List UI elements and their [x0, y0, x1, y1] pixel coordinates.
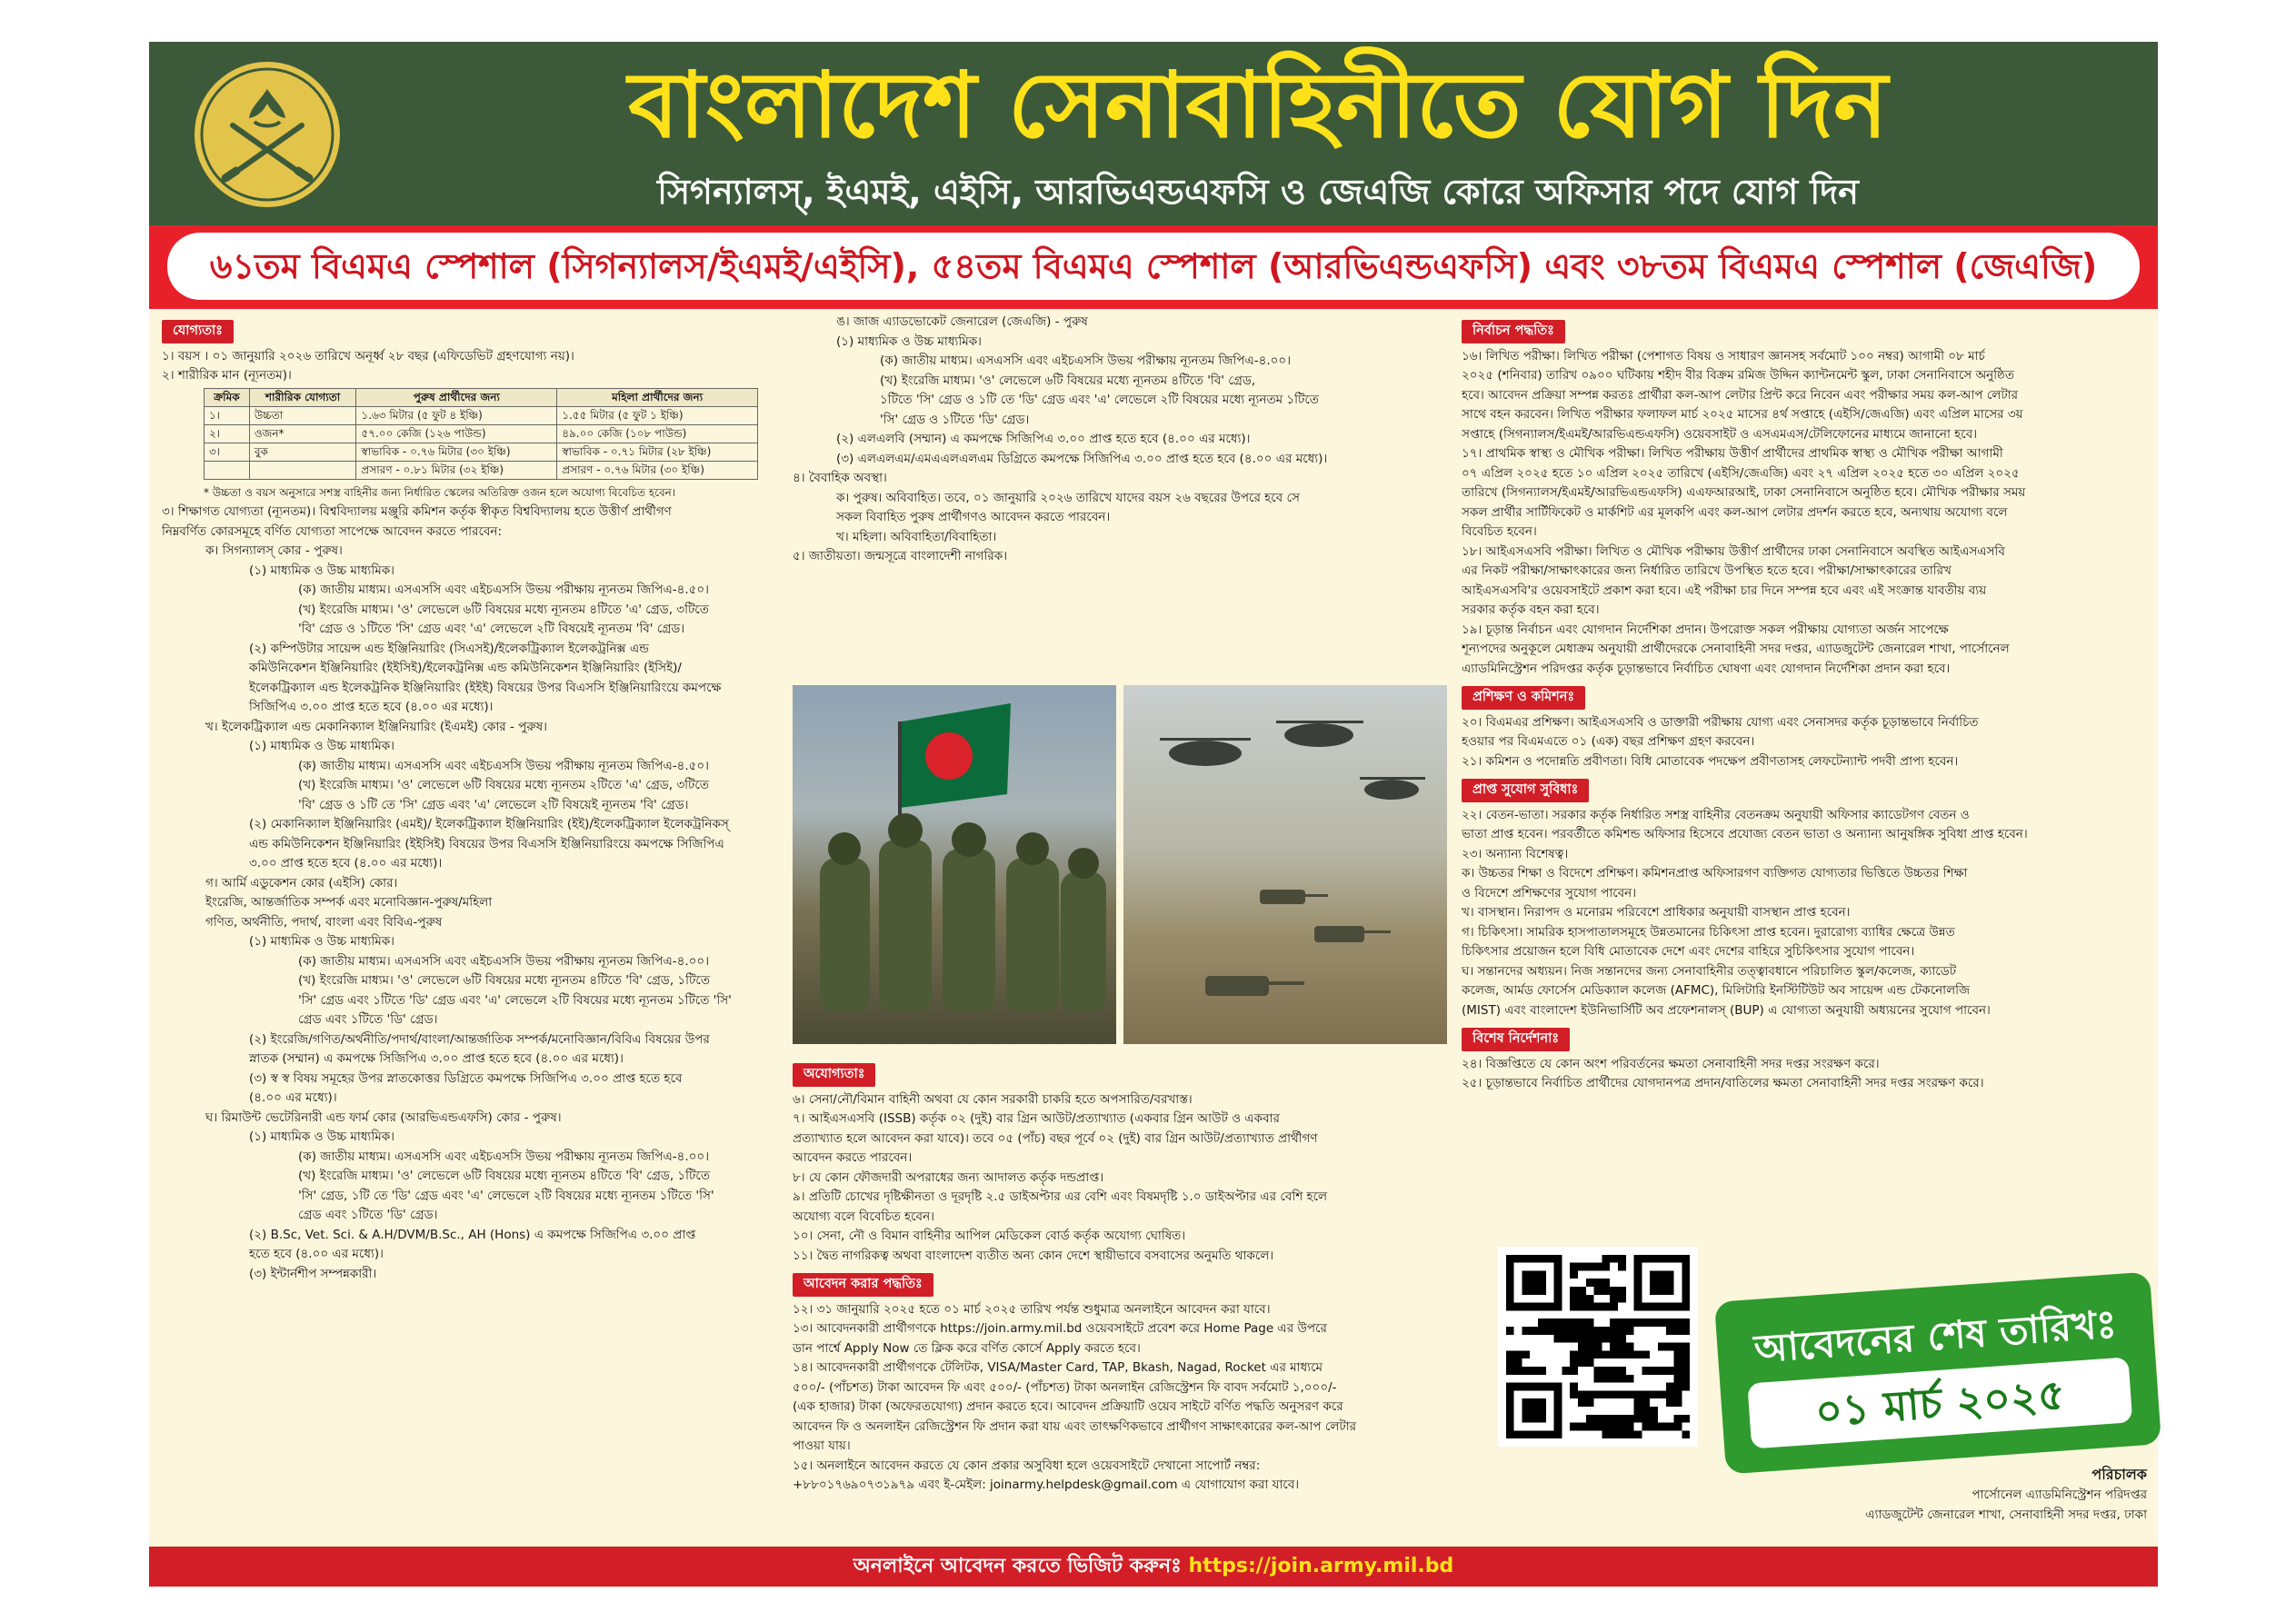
- text-line: 'বি' গ্রেড ও ১টিতে 'সি' গ্রেড এবং 'এ' লেভেলে ২টি বিষয়েই ন্যূনতম 'বি' গ্রেড।: [298, 622, 685, 636]
- text-line: সরকার কর্তৃক বহন করা হবে।: [1462, 602, 1600, 617]
- text-line: স্নাতক (সম্মান) এ কমপক্ষে সিজিপিএ ৩.০০ প্রাপ্ত হতে হবে (৪.০০ এর মধ্যে)।: [249, 1051, 624, 1066]
- text-line: ১৯। চূড়ান্ত নির্বাচন এবং যোগদান নির্দেশিকা প্রদান। উপরোক্ত সকল পরীক্ষায় যোগ্যতা অর্জন সাপেক্ষে: [1462, 622, 1949, 637]
- signatory-address: এ্যাডজুটেন্ট জেনারেল শাখা, সেনাবাহিনী সদর দপ্তর, ঢাকা: [1865, 1508, 2147, 1522]
- text-line: (৩) স্ব স্ব বিষয় সমূহের উপর স্নাতকোত্তর ডিগ্রিতে কমপক্ষে সিজিপিএ ৩.০০ প্রাপ্ত হতে হবে: [249, 1070, 683, 1086]
- text-line: ৮। যে কোন ফৌজদারী অপরাধের জন্য আদালত কর্তৃক দন্ডপ্রাপ্ত।: [793, 1169, 1104, 1185]
- text-line: ৭। আইএসএসবি (ISSB) কর্তৃক ০২ (দুই) বার গ্রিন আউট/প্রত্যাখ্যাত (একবার গ্রিন আউট ও একবার: [793, 1111, 1280, 1126]
- text-line: ১০। সেনা, নৌ ও বিমান বাহিনীর আপিল মেডিকেল বোর্ড কর্তৃক অযোগ্য ঘোষিত।: [793, 1229, 1186, 1243]
- text-line: 'সি' গ্রেড ও ১টিতে 'ডি' গ্রেড।: [880, 412, 1030, 427]
- text-line: এর নিকট পরীক্ষা/সাক্ষাৎকারের জন্য নির্ধারিত তারিখে উপস্থিত হতে হবে। পরীক্ষা/সাক্ষাৎকারের তারিখ: [1462, 563, 1952, 578]
- signatory-office: পার্সোনেল এ্যাডমিনিস্ট্রেশন পরিদপ্তর: [1972, 1488, 2147, 1502]
- deadline-badge: [1714, 1271, 2161, 1474]
- text-line: ১টিতে 'সি' গ্রেড ও ১টি তে 'ডি' গ্রেড এবং 'এ' লেভেলে ২টি বিষয়ের মধ্যে ন্যূনতম ১টিতে: [880, 393, 1319, 407]
- text-line: গ্রেড এবং ১টিতে 'ডি' গ্রেড।: [298, 1208, 438, 1222]
- table-cell: স্বাভাবিক - ০.৭৬ মিটার (৩০ ইঞ্চি): [356, 443, 557, 461]
- deadline-label: আবেদনের শেষ তারিখঃ: [1752, 1301, 2119, 1371]
- table-cell: ৪৯.০০ কেজি (১০৮ পাউন্ড): [557, 424, 758, 443]
- soldiers-with-flag-photo: [793, 685, 1116, 1044]
- text-line: (ক) জাতীয় মাধ্যম। এসএসসি এবং এইচএসসি উভয় পরীক্ষায় ন্যূনতম জিপিএ-৪.০০।: [298, 1149, 710, 1164]
- table-header-cell: মহিলা প্রার্থীদের জন্য: [557, 388, 758, 406]
- signature-block: [1765, 1465, 2147, 1525]
- table-cell: স্বাভাবিক - ০.৭১ মিটার (২৮ ইঞ্চি): [557, 443, 758, 461]
- text-line: ২০২৫ (শনিবার) তারিখ ০৯০০ ঘটিকায় শহীদ বীর বিক্রম রমিজ উদ্দিন ক্যান্টনমেন্ট স্কুল, ঢাকা সেনানিবাসে অনুষ্ঠিত: [1462, 368, 2014, 383]
- special-instruction-lines: [1462, 1055, 2147, 1094]
- text-line: (৩) এলএলএম/এমএএলএলএম ডিগ্রিতে কমপক্ষে সিজিপিএ ৩.০০ প্রাপ্ত হতে হবে (৪.০০ এর মধ্যে)।: [836, 451, 1328, 466]
- recruitment-poster: [149, 42, 2158, 1587]
- text-line: খ। মহিলা। অবিবাহিতা/বিবাহিতা।: [836, 529, 997, 544]
- text-line: গণিত, অর্থনীতি, পদার্থ, বাংলা এবং বিবিএ-পুরুষ: [205, 914, 443, 930]
- text-line: সিজিপিএ ৩.০০ প্রাপ্ত হতে হবে (৪.০০ এর মধ্যে)।: [249, 700, 494, 714]
- text-line: ক। পুরুষ। অবিবাহিত। তবে, ০১ জানুয়ারি ২০২৬ তারিখে যাদের বয়স ২৬ বছরের উপরে হবে সে: [836, 490, 1300, 505]
- course-banner-text: ৬১তম বিএমএ স্পেশাল (সিগন্যালস/ইএমই/এইসি), ৫৪তম বিএমএ স্পেশাল (আরভিএন্ডএফসি) এবং ৩৮তম বিএমএ স্পেশাল (জেএজি): [209, 246, 2098, 286]
- qr-code[interactable]: [1498, 1247, 1698, 1447]
- training-lines: [1462, 713, 2147, 772]
- text-line: (২) কম্পিউটার সায়েন্স এন্ড ইঞ্জিনিয়ারিং (সিএসই)/ইলেকট্রিক্যাল ইলেকট্রনিক্স এন্ড: [249, 641, 649, 656]
- table-header-cell: ক্রমিক: [205, 388, 250, 406]
- text-line: ৫। জাতীয়তা। জন্মসূত্রে বাংলাদেশী নাগরিক।: [793, 549, 1008, 563]
- text-line: বিবেচিত হবেন।: [1462, 524, 1537, 539]
- text-line: ২১। কমিশন ও পদোন্নতি প্রবীণতা। বিধি মোতাবেক পদক্ষেপ প্রবীণতাসহ লেফটেন্যান্ট পদবী প্রাপ্য হবেন।: [1462, 753, 1959, 769]
- table-header-cell: শারীরিক যোগ্যতা: [249, 388, 356, 406]
- text-line: কমিউনিকেশন ইঞ্জিনিয়ারিং (ইইসিই)/ইলেকট্রনিক্স এন্ড কমিউনিকেশন ইঞ্জিনিয়ারিং (ইসিই)/: [249, 661, 682, 675]
- table-cell: ১।: [205, 406, 250, 424]
- text-line: খ। বাসস্থান। নিরাপদ ও মনোরম পরিবেশে প্রাধিকার অনুযায়ী বাসস্থান প্রাপ্ত হবেন।: [1462, 905, 1851, 920]
- text-line: ৪। বৈবাহিক অবস্থা।: [793, 471, 887, 485]
- apply-lines: [793, 1300, 1447, 1496]
- text-line: (১) মাধ্যমিক ও উচ্চ মাধ্যমিক।: [249, 739, 394, 753]
- course-banner: [149, 225, 2158, 309]
- table-cell: বুক: [249, 443, 356, 461]
- text-line: 'সি' গ্রেড এবং ১টিতে 'ডি' গ্রেড এবং 'এ' লেভেলে ২টি বিষয়ের মধ্যে ন্যূনতম ১টিতে 'সি': [298, 992, 732, 1008]
- column-middle: [793, 313, 1447, 1503]
- age-line: ১। বয়স । ০১ জানুয়ারি ২০২৬ তারিখে অনূর্ধ্ব ২৮ বছর (এফিডেভিট গ্রহণযোগ্য নয়)।: [162, 348, 574, 363]
- text-line: ঙ। জাজ এ্যাডভোকেট জেনারেল (জেএজি) - পুরুষ: [836, 314, 1088, 329]
- table-cell: উচ্চতা: [249, 406, 356, 424]
- physical-standards-table: [204, 388, 758, 480]
- text-line: গ্রেড এবং ১টিতে 'ডি' গ্রেড।: [298, 1012, 438, 1027]
- table-header-cell: পুরুষ প্রার্থীদের জন্য: [356, 388, 557, 406]
- text-line: (১) মাধ্যমিক ও উচ্চ মাধ্যমিক।: [836, 333, 982, 349]
- army-emblem-icon: [195, 62, 340, 207]
- text-line: গ। চিকিৎসা। সামরিক হাসপাতালসমূহে উন্নতমানের চিকিৎসা প্রাপ্ত হবেন। দুরারোগ্য ব্যাধির ক্ষেত্রে উন্নত: [1462, 924, 1955, 940]
- table-cell: ৩।: [205, 443, 250, 461]
- section-heading-special: বিশেষ নির্দেশনাঃ: [1462, 1028, 1570, 1051]
- table-cell: ২।: [205, 424, 250, 443]
- text-line: (১) মাধ্যমিক ও উচ্চ মাধ্যমিক।: [249, 1129, 394, 1144]
- text-line: ২০। বিএমএর প্রশিক্ষণ। আইএসএসবি ও ডাক্তারী পরীক্ষায় যোগ্য এবং সেনাসদর কর্তৃক চূড়ান্তভাবে নির্বাচিত: [1462, 714, 1979, 730]
- text-line: (১) মাধ্যমিক ও উচ্চ মাধ্যমিক।: [249, 562, 394, 578]
- table-cell: [249, 461, 356, 479]
- text-line: হতে হবে (৪.০০ এর মধ্যে)।: [249, 1247, 384, 1261]
- jag-marital-lines: [793, 313, 1447, 567]
- text-line: সপ্তাহে (সিগন্যালস/ইএমই/আরভিএন্ডএফসি) ওয়েবসাইট ও এসএমএস/টেলিফোনের মাধ্যমে জানানো হবে।: [1462, 426, 1978, 442]
- header: [149, 42, 2158, 225]
- text-line: ২৫। চূড়ান্তভাবে নির্বাচিত প্রার্থীদের যোগদানপত্র প্রদান/বাতিলের ক্ষমতা সেনাবাহিনী সদর দপ্তর সংরক্ষণ করে।: [1462, 1076, 1984, 1090]
- text-line: ৩। শিক্ষাগত যোগ্যতা (ন্যূনতম)। বিশ্ববিদ্যালয় মঞ্জুরি কমিশন কর্তৃক স্বীকৃত বিশ্ববিদ্যালয় হতে উত্তীর্ণ প্রার্থীগণ: [162, 504, 672, 519]
- page-subtitle: সিগন্যালস্, ইএমই, এইসি, আরভিএন্ডএফসি ও জেএজি কোরে অফিসার পদে যোগ দিন: [657, 172, 1859, 212]
- page-title: বাংলাদেশ সেনাবাহিনীতে যোগ দিন: [628, 52, 1888, 158]
- text-line: ৩.০০ প্রাপ্ত হতে হবে (৪.০০ এর মধ্যে)।: [249, 856, 443, 871]
- text-line: সকল প্রার্থীর সার্টিফিকেট ও মার্কশিট এর মূলকপি এবং কল-আপ লেটার প্রদর্শন করতে হবে, অন্যথায় অযোগ্য বলে: [1462, 504, 2008, 520]
- text-line: (২) এলএলবি (সম্মান) এ কমপক্ষে সিজিপিএ ৩.০০ প্রাপ্ত হতে হবে (৪.০০ এর মধ্যে)।: [836, 432, 1251, 446]
- text-line: আবেদন ফি ও অনলাইন রেজিস্ট্রেশন ফি প্রদান করা যায় এবং তাৎক্ষণিকভাবে প্রার্থীগণ সাক্ষাৎকারের কল-আপ লেটার: [793, 1418, 1357, 1434]
- section-heading-disqualification: অযোগ্যতাঃ: [793, 1063, 875, 1087]
- selection-lines: [1462, 347, 2147, 680]
- text-line: ১৮। আইএসএসবি পরীক্ষা। লিখিত ও মৌখিক পরীক্ষায় উত্তীর্ণ প্রার্থীদের ঢাকা সেনানিবাসে অবস্থিত আইএসএসবি: [1462, 543, 2005, 559]
- text-line: ঘ। রিমাউন্ট ভেটেরিনারী এন্ড ফার্ম কোর (আরভিএন্ডএফসি) কোর - পুরুষ।: [205, 1110, 562, 1125]
- text-line: 'বি' গ্রেড ও ১টি তে 'সি' গ্রেড এবং 'এ' লেভেলে ২টি বিষয়েই ন্যূনতম 'বি' গ্রেড।: [298, 797, 689, 812]
- text-line: ভাতা প্রাপ্ত হবেন। পরবর্তীতে কমিশন্ড অফিসার হিসেবে প্রযোজ্য বেতন ভাতা ও অন্যান্য আনুষঙ্গিক সুবিধা প্রাপ্ত হবেন।: [1462, 827, 2028, 841]
- text-line: ১৭। প্রাথমিক স্বাস্থ্য ও মৌখিক পরীক্ষা। লিখিত পরীক্ষায় উত্তীর্ণ প্রার্থীদের প্রাথমিক স্বাস্থ্য ও মৌখিক পরীক্ষা আগামী: [1462, 446, 2003, 461]
- deadline-date: ০১ মার্চ ২০২৫: [1747, 1357, 2132, 1448]
- text-line: (খ) ইংরেজি মাধ্যম। 'ও' লেভেলে ৬টি বিষয়ের মধ্যে ন্যূনতম ৪টিতে 'এ' গ্রেড, ৩টিতে: [298, 602, 709, 617]
- text-line: ৯। প্রতিটি চোখের দৃষ্টিক্ষীনতা ও দূরদৃষ্টি ২.৫ ডাইঅপ্টার এর বেশি এবং বিষমদৃষ্টি ১.০ ডাইঅপ্টার এর বেশি হলে: [793, 1189, 1328, 1204]
- table-row: [205, 461, 758, 479]
- table-cell: প্রসারণ - ০.৮১ মিটার (৩২ ইঞ্চি): [356, 461, 557, 479]
- text-line: ২৪। বিজ্ঞপ্তিতে যে কোন অংশ পরিবর্তনের ক্ষমতা সেনাবাহিনী সদর দপ্তর সংরক্ষণ করে।: [1462, 1056, 1880, 1071]
- text-line: (৪.০০ এর মধ্যে)।: [249, 1090, 337, 1105]
- text-line: (খ) ইংরেজি মাধ্যম। 'ও' লেভেলে ৬টি বিষয়ের মধ্যে ন্যূনতম ২টিতে 'এ' গ্রেড, ৩টিতে: [298, 778, 709, 792]
- text-line: এ্যাডমিনিস্ট্রেশন পরিদপ্তর কর্তৃক চূড়ান্তভাবে নির্বাচিত ঘোষণা এবং যোগদান নির্দেশিকা প্রদান করা হবে।: [1462, 661, 1951, 676]
- section-heading-benefits: প্রাপ্ত সুযোগ সুবিধাঃ: [1462, 779, 1589, 802]
- text-line: সাথে বহন করবেন। লিখিত পরীক্ষার ফলাফল মার্চ ২০২৫ মাসের ৪র্থ সপ্তাহে (এইসি/জেএজি) এবং এপ্রিল মাসের ৩য়: [1462, 407, 2023, 422]
- column-eligibility: [162, 313, 780, 1503]
- text-line: (এক হাজার) টাকা (অফেরতযোগ্য) প্রদান করতে হবে। আবেদন প্রক্রিয়াটি ওয়েব সাইটে বর্ণিত পদ্ধতি অনুসরণ করে: [793, 1399, 1343, 1414]
- text-line: (ক) জাতীয় মাধ্যম। এসএসসি এবং এইচএসসি উভয় পরীক্ষায় ন্যূনতম জিপিএ-৪.০০।: [298, 953, 710, 969]
- text-line: প্রত্যাখ্যাত হলে আবেদন করা যাবে)। তবে ০৫ (পাঁচ) বছর পূর্বে ০২ (দুই) বার গ্রিন আউট/প্রত্যাখ্যাত প্রার্থীগণ: [793, 1130, 1318, 1146]
- text-line: আবেদন করতে পারবেন।: [793, 1150, 913, 1165]
- section-heading-selection: নির্বাচন পদ্ধতিঃ: [1462, 320, 1565, 343]
- table-cell: ওজন*: [249, 424, 356, 443]
- table-cell: ১.৫৫ মিটার (৫ ফুট ১ ইঞ্চি): [557, 406, 758, 424]
- text-line: ও বিদেশে প্রশিক্ষণের সুযোগ পাবেন।: [1462, 885, 1637, 901]
- text-line: অযোগ্য বলে বিবেচিত হবেন।: [793, 1209, 934, 1224]
- text-line: (ক) জাতীয় মাধ্যম। এসএসসি এবং এইচএসসি উভয় পরীক্ষায় ন্যূনতম জিপিএ-৪.৫০।: [298, 582, 710, 597]
- text-line: (MIST) এবং বাংলাদেশ ইউনিভার্সিটি অব প্রফেশনালস্ (BUP) এ যোগ্যতা অনুযায়ী অধ্যয়নের সুযোগ পাবেন।: [1462, 1002, 1991, 1018]
- text-line: হওয়ার পর বিএমএতে ০১ (এক) বছর প্রশিক্ষণ গ্রহণ করবেন।: [1462, 734, 1755, 749]
- section-heading-apply: আবেদন করার পদ্ধতিঃ: [793, 1273, 933, 1297]
- text-line: ৬। সেনা/নৌ/বিমান বাহিনী অথবা যে কোন সরকারী চাকরি হতে অপসারিত/বরখাস্ত।: [793, 1091, 1193, 1107]
- table-row: [205, 406, 758, 424]
- physical-standard-line: ২। শারীরিক মান (ন্যূনতম)।: [162, 368, 292, 383]
- table-cell: ৫৭.০০ কেজি (১২৬ পাউন্ড): [356, 424, 557, 443]
- text-line: ২২। বেতন-ভাতা। সরকার কর্তৃক নির্ধারিত সশস্ত্র বাহিনীর বেতনক্রম অনুযায়ী অফিসার ক্যাডেটগণ বেতন ও: [1462, 807, 1970, 822]
- text-line: ১৬। লিখিত পরীক্ষা। লিখিত পরীক্ষা (পেশাগত বিষয় ও সাধারণ জ্ঞানসহ সর্বমোট ১০০ নম্বর) আগামী ০৮ মার্চ: [1462, 348, 1985, 363]
- signatory-title: পরিচালক: [2091, 1466, 2147, 1483]
- text-line: (২) B.Sc, Vet. Sci. & A.H/DVM/B.Sc., AH (Hons) এ কমপক্ষে সিজিপিএ ৩.০০ প্রাপ্ত: [249, 1227, 696, 1242]
- text-line: ক। উচ্চতর শিক্ষা ও বিদেশে প্রশিক্ষণ। কমিশনপ্রাপ্ত অফিসারগণ ব্যক্তিগত যোগ্যতার ভিত্তিতে উচ্চতর শিক্ষা: [1462, 866, 1968, 881]
- disqualification-and-apply: [793, 1056, 1447, 1496]
- text-line: (৩) ইন্টার্নশীপ সম্পন্নকারী।: [249, 1266, 377, 1281]
- text-line: (ক) জাতীয় মাধ্যম। এসএসসি এবং এইচএসসি উভয় পরীক্ষায় ন্যূনতম জিপিএ-৪.০০।: [880, 353, 1292, 368]
- text-line: ১২। ৩১ জানুয়ারি ২০২৫ হতে ০১ মার্চ ২০২৫ তারিখ পর্যন্ত শুধুমাত্র অনলাইনে আবেদন করা যাবে।: [793, 1301, 1271, 1317]
- text-line: ঘ। সন্তানদের অধ্যয়ন। নিজ সন্তানদের জন্য সেনাবাহিনীর তত্ত্বাবধানে পরিচালিত স্কুল/কলেজ, ক্যাডেট: [1462, 963, 1957, 979]
- text-line: কলেজ, আর্মড ফোর্সেস মেডিক্যাল কলেজ (AFMC), মিলিটারি ইনস্টিটিউট অব সায়েন্স এন্ড টেকনোলজি: [1462, 983, 1971, 998]
- helicopters-and-tanks-photo: [1123, 685, 1447, 1044]
- text-line: (খ) ইংরেজি মাধ্যম। 'ও' লেভেলে ৬টি বিষয়ের মধ্যে ন্যূনতম ৪টিতে 'বি' গ্রেড, ১টিতে: [298, 973, 710, 988]
- apply-website-link[interactable]: https://join.army.mil.bd: [1188, 1555, 1454, 1577]
- text-line: (২) ইংরেজি/গণিত/অর্থনীতি/পদার্থ/বাংলা/আন্তর্জাতিক সম্পর্ক/মনোবিজ্ঞান/বিবিএ বিষয়ের উপর: [249, 1031, 710, 1047]
- table-cell: ১.৬৩ মিটার (৫ ফুট ৪ ইঞ্চি): [356, 406, 557, 424]
- table-row: [205, 443, 758, 461]
- text-line: খ। ইলেকট্রিক্যাল এন্ড মেকানিক্যাল ইঞ্জিনিয়ারিং (ইএমই) কোর - পুরুষ।: [205, 719, 547, 734]
- benefit-lines: [1462, 806, 2147, 1021]
- text-line: (ক) জাতীয় মাধ্যম। এসএসসি এবং এইচএসসি উভয় পরীক্ষায় ন্যূনতম জিপিএ-৪.৫০।: [298, 758, 710, 773]
- table-cell: প্রসারণ - ০.৭৬ মিটার (৩০ ইঞ্চি): [557, 461, 758, 479]
- text-line: ইলেকট্রিক্যাল এন্ড ইলেকট্রনিক ইঞ্জিনিয়ারিং (ইইই) বিষয়ের উপর বিএসসি ইঞ্জিনিয়ারিংয়ে কমপক্ষে: [249, 680, 722, 695]
- text-line: তারিখে (সিগন্যালস/ইএমই/আরভিএন্ডএফসি) এএফআরআই, ঢাকা সেনানিবাসে অনুষ্ঠিত হবে। মৌখিক পরীক্ষার সময়: [1462, 485, 2026, 500]
- text-line: পাওয়া যায়।: [793, 1438, 851, 1453]
- text-line: ১৪। আবেদনকারী প্রার্থীগণকে টেলিটক, VISA/Master Card, TAP, Bkash, Nagad, Rocket এর মাধ্যমে: [793, 1360, 1323, 1375]
- qualification-lines: [162, 503, 780, 1284]
- text-line: (খ) ইংরেজি মাধ্যম। 'ও' লেভেলে ৬টি বিষয়ের মধ্যে ন্যূনতম ৪টিতে 'বি' গ্রেড,: [880, 373, 1256, 388]
- table-row: [205, 424, 758, 443]
- section-heading-training: প্রশিক্ষণ ও কমিশনঃ: [1462, 686, 1585, 710]
- table-header-row: [205, 388, 758, 406]
- table-cell: [205, 461, 250, 479]
- disqualification-lines: [793, 1090, 1447, 1267]
- photo-strip: [793, 685, 1447, 1049]
- text-line: 'সি' গ্রেড, ১টি তে 'ডি' গ্রেড এবং 'এ' লেভেলে ২টি বিষয়ের মধ্যে ন্যূনতম ১টিতে 'সি': [298, 1188, 714, 1203]
- text-line: গ। আর্মি এডুকেশন কোর (এইসি) কোর।: [205, 875, 398, 891]
- text-line: ১৩। আবেদনকারী প্রার্থীগণকে https://join.army.mil.bd ওয়েবসাইটে প্রবেশ করে Home Page এর উপরে: [793, 1321, 1327, 1336]
- text-line: ০৭ এপ্রিল ২০২৫ হতে ১০ এপ্রিল ২০২৫ তারিখে (এইসি/জেএজি) এবং ২৭ এপ্রিল ২০২৫ হতে ৩০ এপ্রিল ২০২৫: [1462, 465, 2020, 481]
- text-line: সকল বিবাহিত পুরুষ প্রার্থীগণও আবেদন করতে পারবেন।: [836, 510, 1111, 524]
- text-line: এন্ড কমিউনিকেশন ইঞ্জিনিয়ারিং (ইইসিই) বিষয়ের উপর বিএসসি ইঞ্জিনিয়ারিংয়ে কমপক্ষে সিজিপিএ: [249, 836, 724, 851]
- text-line: ১১। দ্বৈত নাগরিকত্ব অথবা বাংলাদেশ ব্যতীত অন্য কোন দেশে স্থায়ীভাবে বসবাসের অনুমতি থাকলে।: [793, 1248, 1274, 1263]
- text-line: ২৩। অন্যান্য বিশেষত্ব।: [1462, 846, 1569, 861]
- text-line: (খ) ইংরেজি মাধ্যম। 'ও' লেভেলে ৬টি বিষয়ের মধ্যে ন্যূনতম ৪টিতে 'বি' গ্রেড, ১টিতে: [298, 1169, 710, 1183]
- text-line: (১) মাধ্যমিক ও উচ্চ মাধ্যমিক।: [249, 934, 394, 949]
- table-note: * উচ্চতা ও বয়স অনুসারে সশস্ত্র বাহিনীর জন্য নির্ধারিত স্কেলের অতিরিক্ত ওজন হলে অযোগ্য বিবেচিত হবেন।: [204, 485, 676, 499]
- text-line: (২) মেকানিক্যাল ইঞ্জিনিয়ারিং (এমই)/ ইলেকট্রিক্যাল ইঞ্জিনিয়ারিং (ইই)/ইলেকট্রিক্যাল ইলেকট্রনিকস্: [249, 817, 729, 831]
- text-line: ১৫। অনলাইনে আবেদন করতে যে কোন প্রকার অসুবিধা হলে ওয়েবসাইটে দেখানো সাপোর্ট নম্বর:: [793, 1458, 1261, 1473]
- text-line: ইংরেজি, আন্তর্জাতিক সম্পর্ক এবং মনোবিজ্ঞান-পুরুষ/মহিলা: [205, 895, 493, 910]
- text-line: ৫০০/- (পাঁচশত) টাকা আবেদন ফি এবং ৫০০/- (পাঁচশত) টাকা অনলাইন রেজিস্ট্রেশন ফি বাবদ সর্বমোট ১,০০০/-: [793, 1379, 1337, 1395]
- text-line: নিম্নবর্ণিত কোরসমূহে বর্ণিত যোগ্যতা সাপেক্ষে আবেদন করতে পারবেন:: [162, 523, 503, 539]
- text-line: হবে। আবেদন প্রক্রিয়া সম্পন্ন করতঃ প্রার্থীরা কল-আপ লেটার প্রিন্ট করে নিবেন এবং পরীক্ষার সময় কল-আপ লেটার: [1462, 387, 2019, 403]
- text-line: শূন্যপদের অনুকূলে মেধাক্রম অনুযায়ী প্রার্থীদেরকে সেনাবাহিনী সদর দপ্তর, এ্যাডজুটেন্ট জেনারেল শাখা, পার্সোনেল: [1462, 642, 2010, 656]
- text-line: ডান পার্শ্বে Apply Now তে ক্লিক করে বর্ণিত কোর্সে Apply করতে হবে।: [793, 1340, 1141, 1356]
- section-heading-eligibility: যোগ্যতাঃ: [162, 320, 234, 343]
- text-line: আইএসএসবি'র ওয়েবসাইটে প্রকাশ করা হবে। এই পরীক্ষা চার দিনে সম্পন্ন হবে এবং এই সংক্রান্ত যাবতীয় ব্যয়: [1462, 582, 1987, 598]
- footer-text: অনলাইনে আবেদন করতে ভিজিট করুনঃ: [853, 1555, 1189, 1577]
- text-line: +৮৮০১৭৬৯০৭৩১৯৭৯ এবং ই-মেইল: joinarmy.helpdesk@gmail.com এ যোগাযোগ করা যাবে।: [793, 1478, 1300, 1492]
- text-line: চিকিৎসার প্রয়োজন হলে বিধি মোতাবেক দেশে এবং দেশের বাহিরে সুচিকিৎসার সুযোগ পাবেন।: [1462, 944, 1915, 959]
- text-line: ক। সিগন্যালস্ কোর - পুরুষ।: [205, 543, 343, 558]
- footer-bar: [149, 1547, 2158, 1587]
